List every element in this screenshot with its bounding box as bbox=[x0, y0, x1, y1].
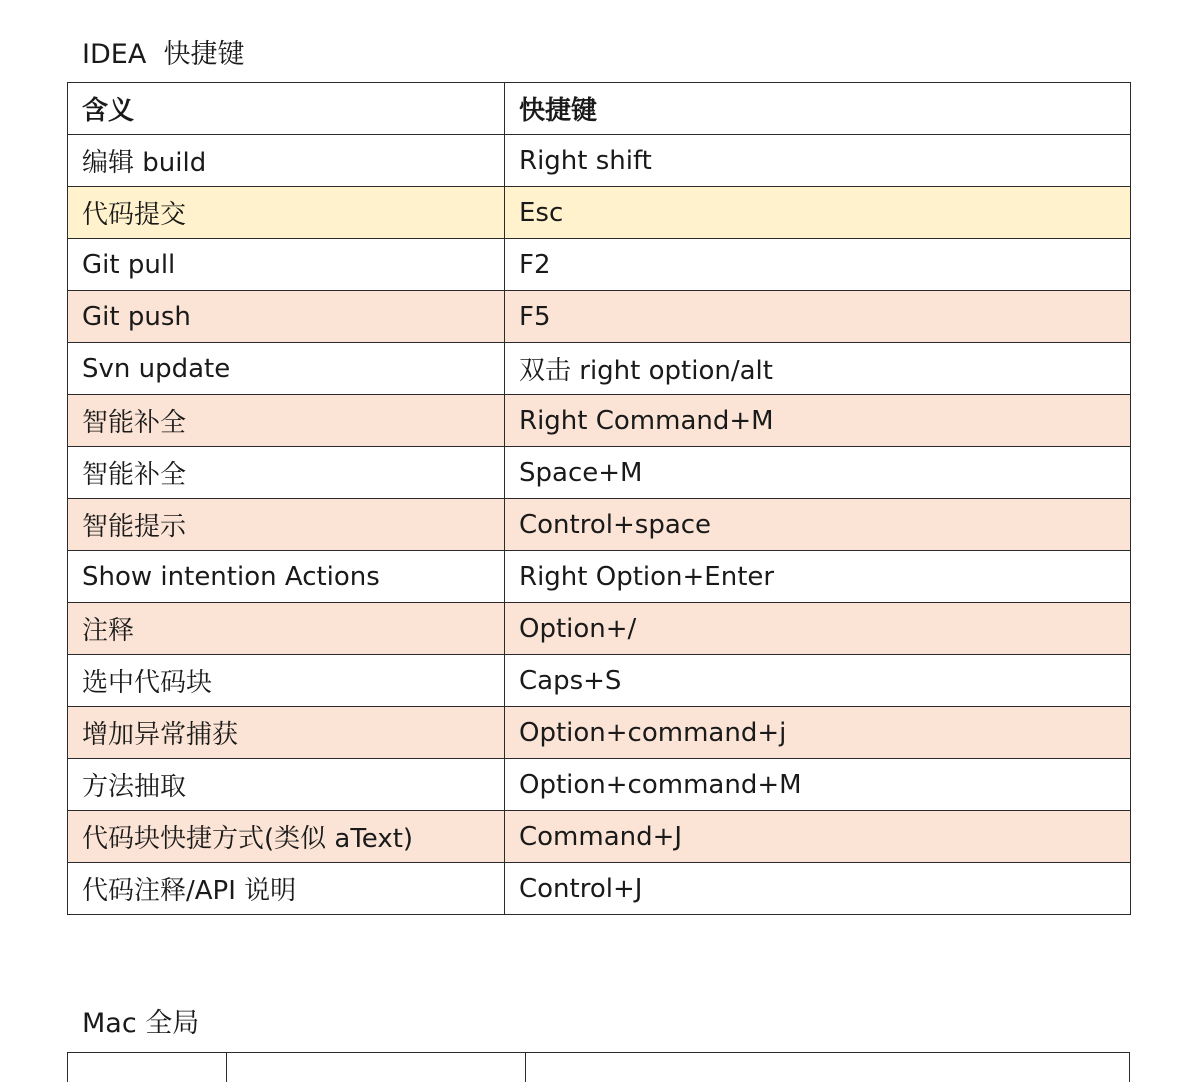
mac-table-divider bbox=[226, 1053, 227, 1082]
cell-shortcut: Command+J bbox=[505, 811, 1131, 863]
cell-meaning: 代码提交 bbox=[68, 187, 505, 239]
table-row bbox=[68, 759, 1131, 811]
cell-shortcut: Control+space bbox=[505, 499, 1131, 551]
table-header-row bbox=[68, 83, 1131, 135]
cell-meaning: Show intention Actions bbox=[68, 551, 505, 603]
table-row bbox=[68, 551, 1131, 603]
cell-meaning: 智能补全 bbox=[68, 447, 505, 499]
cell-meaning: 智能提示 bbox=[68, 499, 505, 551]
header-meaning: 含义 bbox=[68, 83, 505, 135]
table-row bbox=[68, 187, 1131, 239]
table-row bbox=[68, 291, 1131, 343]
cell-shortcut: Space+M bbox=[505, 447, 1131, 499]
table-row bbox=[68, 135, 1131, 187]
table-row bbox=[68, 447, 1131, 499]
mac-table-divider bbox=[525, 1053, 526, 1082]
cell-shortcut: Right Command+M bbox=[505, 395, 1131, 447]
mac-shortcuts-table bbox=[67, 1052, 1130, 1082]
cell-shortcut: Option+command+j bbox=[505, 707, 1131, 759]
cell-shortcut: Right shift bbox=[505, 135, 1131, 187]
cell-meaning: 方法抽取 bbox=[68, 759, 505, 811]
table-row bbox=[68, 707, 1131, 759]
cell-shortcut: Control+J bbox=[505, 863, 1131, 915]
cell-shortcut: F5 bbox=[505, 291, 1131, 343]
table-row bbox=[68, 239, 1131, 291]
cell-meaning: 代码块快捷方式(类似 aText) bbox=[68, 811, 505, 863]
idea-section-title: IDEA 快捷键 bbox=[82, 39, 245, 70]
header-shortcut: 快捷键 bbox=[505, 83, 1131, 135]
idea-shortcuts-table bbox=[67, 82, 1131, 915]
table-row bbox=[68, 499, 1131, 551]
cell-shortcut: Option+command+M bbox=[505, 759, 1131, 811]
mac-section-title: Mac 全局 bbox=[82, 1008, 200, 1039]
table-body bbox=[68, 135, 1131, 915]
table-row bbox=[68, 811, 1131, 863]
cell-meaning: 智能补全 bbox=[68, 395, 505, 447]
table-row bbox=[68, 655, 1131, 707]
cell-meaning: 增加异常捕获 bbox=[68, 707, 505, 759]
cell-meaning: 选中代码块 bbox=[68, 655, 505, 707]
cell-meaning: Svn update bbox=[68, 343, 505, 395]
table-row bbox=[68, 343, 1131, 395]
table-row bbox=[68, 603, 1131, 655]
table-row bbox=[68, 863, 1131, 915]
cell-shortcut: Caps+S bbox=[505, 655, 1131, 707]
cell-meaning: Git push bbox=[68, 291, 505, 343]
cell-shortcut: 双击 right option/alt bbox=[505, 343, 1131, 395]
cell-meaning: 代码注释/API 说明 bbox=[68, 863, 505, 915]
cell-shortcut: F2 bbox=[505, 239, 1131, 291]
cell-shortcut: Right Option+Enter bbox=[505, 551, 1131, 603]
cell-meaning: Git pull bbox=[68, 239, 505, 291]
table-row bbox=[68, 395, 1131, 447]
cell-shortcut: Option+/ bbox=[505, 603, 1131, 655]
cell-meaning: 注释 bbox=[68, 603, 505, 655]
cell-shortcut: Esc bbox=[505, 187, 1131, 239]
cell-meaning: 编辑 build bbox=[68, 135, 505, 187]
